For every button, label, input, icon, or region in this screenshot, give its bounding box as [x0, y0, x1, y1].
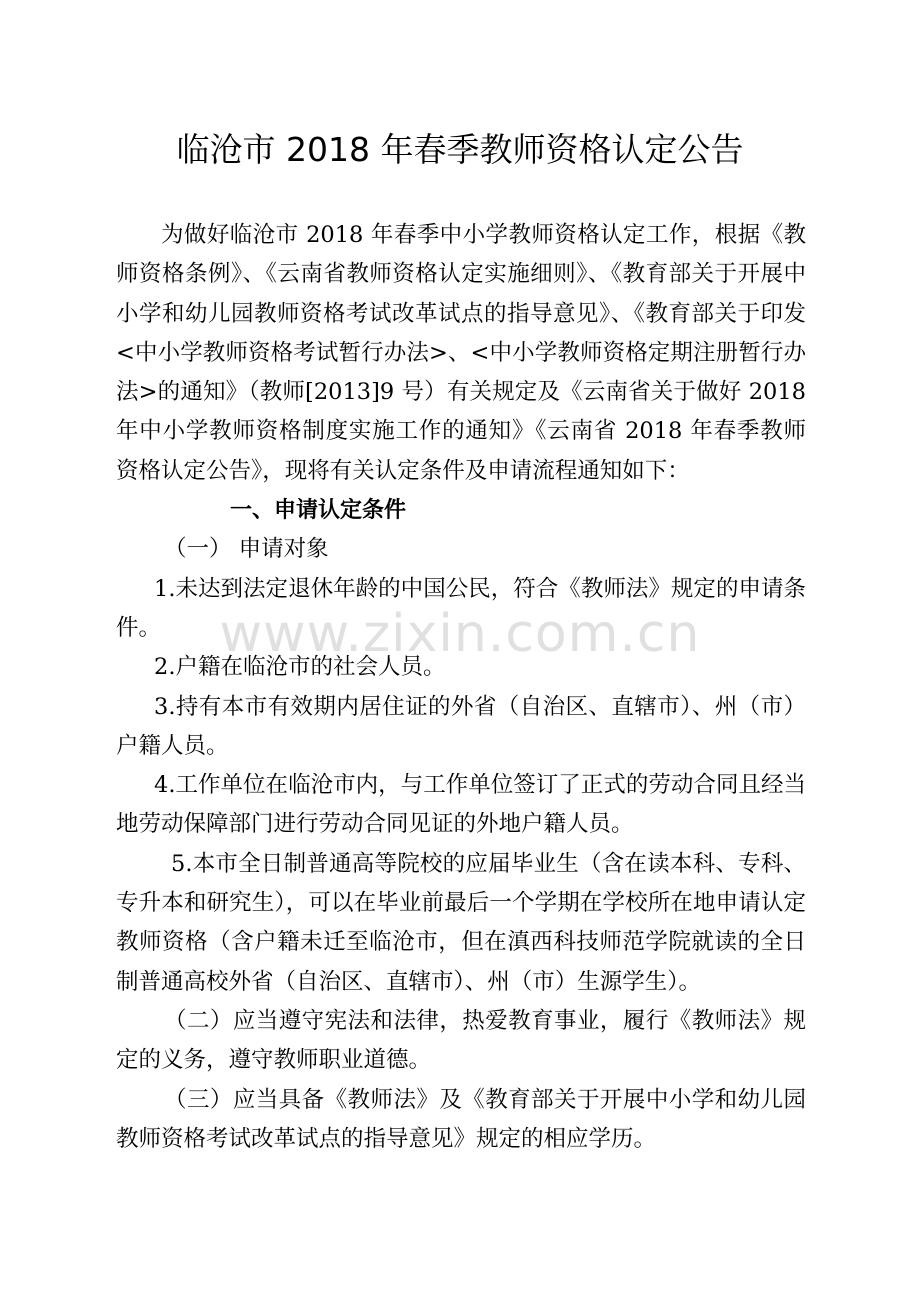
subsection-education-paragraph: （三）应当具备《教师法》及《教育部关于开展中小学和幼儿园教师资格考试改革试点的指导意见》规定的相应学历。 [116, 1086, 806, 1152]
list-item: 4.工作单位在临沧市内，与工作单位签订了正式的劳动合同且经当地劳动保障部门进行劳动合同见证的外地户籍人员。 [116, 772, 806, 838]
list-item: 3.持有本市有效期内居住证的外省（自治区、直辖市）、州（市）户籍人员。 [116, 693, 806, 759]
subsection-heading-applicants: （一） 申请对象 [164, 536, 329, 563]
intro-paragraph: 为做好临沧市 2018 年春季中小学教师资格认定工作，根据《教师资格条例》、《云南省教师资格认定实施细则》、《教育部关于开展中小学和幼儿园教师资格考试改革试点的指导意见》、《教育部关于印发<中小学教师资格考试暂行办法>、<中小学教师资格定期注册暂行办法>的通知》（教师[2013]9 号）有关规定及《云南省关于做好 2018 年中小学教师资格制度实施工作的通知》《云南省 2018 年春季教师资格认定公告》，现将有关认定条件及申请流程通知如下： [116, 222, 806, 484]
subsection-conduct-paragraph: （二）应当遵守宪法和法律，热爱教育事业，履行《教师法》规定的义务，遵守教师职业道德。 [116, 1007, 806, 1074]
section-heading-application-conditions: 一、申请认定条件 [230, 498, 407, 524]
list-item: 1.未达到法定退休年龄的中国公民，符合《教师法》规定的申请条件。 [116, 575, 806, 641]
document-title: 临沧市 2018 年春季教师资格认定公告 [176, 130, 744, 169]
watermark: www.zixin.com.cn [219, 604, 701, 664]
list-item: 5.本市全日制普通高等院校的应届毕业生（含在读本科、专科、专升本和研究生），可以在毕业前最后一个学期在学校所在地申请认定教师资格（含户籍未迁至临沧市，但在滇西科技师范学院就读的全日制普通高校外省（自治区、直辖市）、州（市）生源学生）。 [116, 850, 806, 995]
document-body [116, 216, 806, 1159]
list-item: 2.户籍在临沧市的社会人员。 [154, 654, 446, 681]
